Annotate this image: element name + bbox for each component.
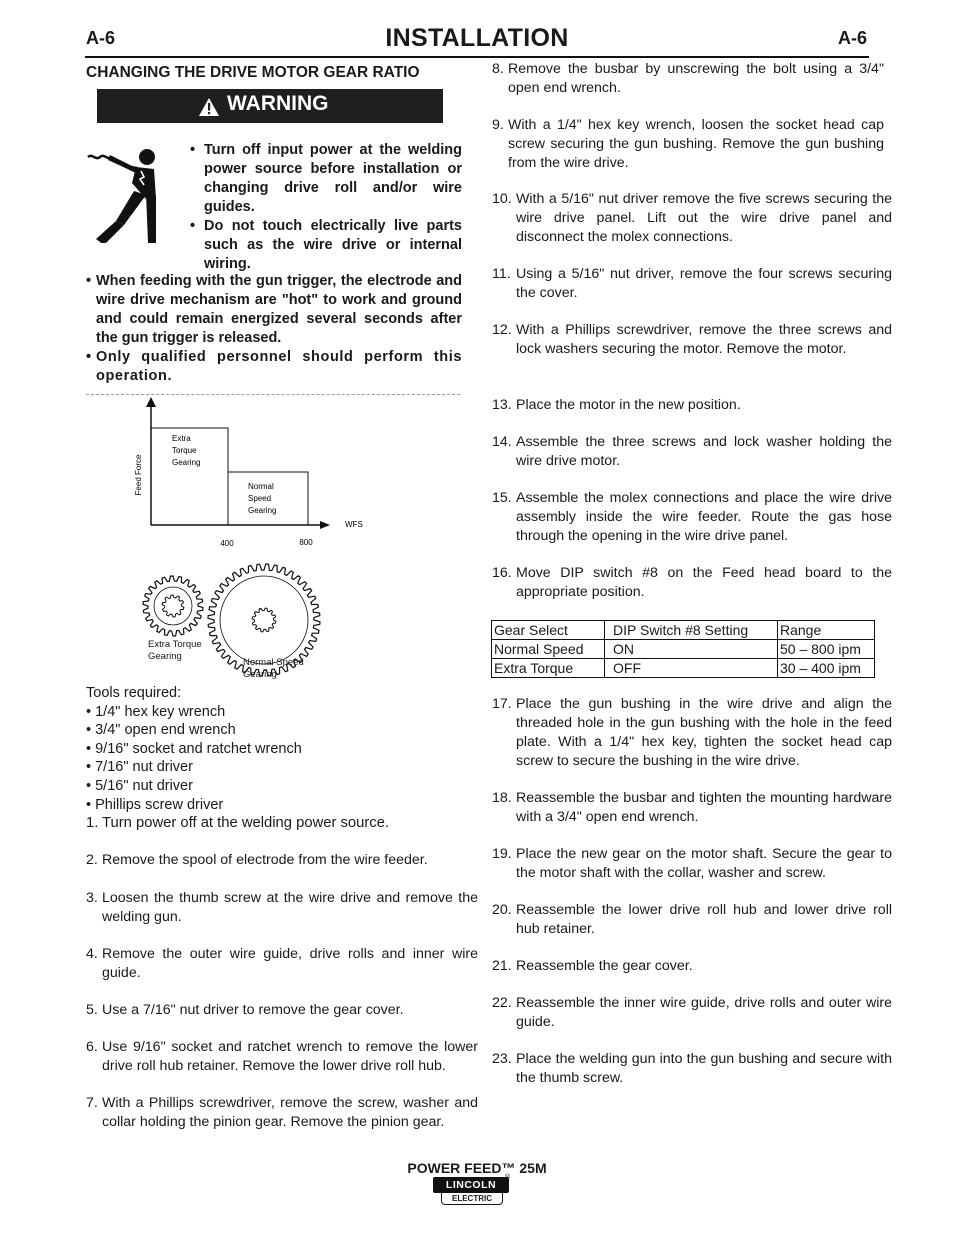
step-number: 7.	[86, 1095, 98, 1111]
step-item	[492, 845, 892, 883]
warning-bullet-text: Do not touch electrically live parts such as the wire drive or internal wiring.	[204, 218, 462, 272]
gear-hub	[252, 608, 276, 632]
step-text: Assemble the three screws and lock washer holding the wire drive motor.	[516, 434, 892, 469]
warning-bullet: • Turn off input power at the welding power source before installation or changing drive roll and/or wire guides.	[190, 142, 462, 215]
extra-torque-gear-icon	[143, 576, 203, 636]
step-text: Place the welding gun into the gun bushing and secure with the thumb screw.	[516, 1051, 892, 1086]
step-item	[492, 901, 892, 939]
tool-item: • Phillips screw driver	[86, 796, 224, 813]
warning-label: WARNING	[227, 92, 329, 115]
step-number: 16.	[492, 565, 512, 581]
step-text: Move DIP switch #8 on the Feed head board to the appropriate position.	[516, 565, 892, 600]
step-item	[492, 957, 892, 976]
region-label-line: Speed	[248, 494, 272, 503]
step-item	[492, 564, 892, 602]
step-number: 6.	[86, 1039, 98, 1055]
page-number-left: A-6	[86, 28, 116, 48]
step-text: Reassemble the busbar and tighten the mounting hardware with a 3/4" open end wrench.	[516, 790, 892, 825]
tool-item: • 5/16" nut driver	[86, 777, 193, 794]
warning-bullet-text: Only qualified personnel should perform this operation.	[96, 349, 462, 384]
step-number: 13.	[492, 397, 512, 413]
step-item	[492, 994, 892, 1032]
x-axis-arrow-icon	[320, 521, 330, 529]
step-text: Loosen the thumb screw at the wire drive and remove the welding gun.	[102, 890, 478, 925]
step-number: 10.	[492, 191, 512, 207]
logo-bottom: ELECTRIC	[441, 1192, 503, 1205]
tool-item: • 3/4" open end wrench	[86, 722, 236, 739]
step-item	[492, 789, 892, 827]
step-text: With a 5/16" nut driver remove the five screws securing the wire drive panel. Lift out the wire drive panel and disconnect the molex connections.	[516, 191, 892, 245]
step-item	[86, 814, 478, 833]
table-cell: Normal Speed	[492, 640, 605, 659]
table-header-cell: Range	[778, 621, 875, 640]
warning-bullets-icon	[190, 141, 462, 274]
step-text: Place the motor in the new position.	[516, 397, 741, 413]
warning-banner	[97, 89, 443, 123]
table-cell: 50 – 800 ipm	[778, 640, 875, 659]
electric-shock-icon	[86, 143, 166, 243]
step-number: 3.	[86, 890, 98, 906]
table-header-cell: DIP Switch #8 Setting	[605, 621, 778, 640]
warning-bullet-text: Turn off input power at the welding power source before installation or changing drive roll and/or wire guides.	[204, 142, 462, 215]
table-row	[492, 659, 875, 678]
logo-registered-mark: ®	[505, 1174, 511, 1181]
page-number-right: A-6	[838, 28, 868, 48]
step-text: Use 9/16" socket and ratchet wrench to remove the lower drive roll hub retainer. Remove the lower drive roll hub.	[102, 1039, 478, 1074]
step-item	[492, 489, 892, 546]
step-item	[492, 116, 884, 173]
logo-top: LINCOLN	[433, 1177, 509, 1193]
step-number: 23.	[492, 1051, 512, 1067]
step-text: Remove the busbar by unscrewing the bolt using a 3/4" open end wrench.	[508, 61, 884, 96]
step-number: 8.	[492, 61, 504, 77]
warning-bullet: • Do not touch electrically live parts such as the wire drive or internal wiring.	[190, 218, 462, 272]
extra-torque-gear-label: Extra Torque Gearing	[148, 639, 202, 662]
tools-heading: Tools required:	[86, 685, 182, 701]
step-item	[492, 190, 892, 247]
step-number: 18.	[492, 790, 512, 806]
step-item	[86, 1038, 478, 1076]
step-item	[86, 1001, 478, 1020]
warning-triangle-icon	[198, 97, 220, 117]
region-label-line: Torque	[172, 446, 197, 455]
step-number: 2.	[86, 852, 98, 868]
step-number: 1.	[86, 815, 99, 831]
header-rule	[85, 56, 869, 58]
step-item	[492, 1050, 892, 1088]
table-row	[492, 640, 875, 659]
step-number: 11.	[492, 266, 511, 282]
step-text: Assemble the molex connections and place the wire drive assembly inside the wire feeder. Route the gas hose through the opening in the wire drive panel.	[516, 490, 892, 544]
region-label-line: Gearing	[248, 506, 277, 515]
table-cell: 30 – 400 ipm	[778, 659, 875, 678]
step-text: With a 1/4" hex key wrench, loosen the socket head cap screw securing the gun bushing. Remove the gun bushing from the wire drive.	[508, 117, 884, 171]
step-number: 15.	[492, 490, 512, 506]
step-item	[492, 695, 892, 771]
tools-list	[86, 684, 466, 814]
step-text: Reassemble the inner wire guide, drive rolls and outer wire guide.	[516, 995, 892, 1030]
step-number: 5.	[86, 1002, 98, 1018]
footer-product: POWER FEED™ 25M	[407, 1160, 547, 1176]
table-header-cell: Gear Select	[492, 621, 605, 640]
region-label-line: Gearing	[172, 458, 201, 467]
step-number: 14.	[492, 434, 512, 450]
step-text: With a Phillips screwdriver, remove the screw, washer and collar holding the pinion gear. Remove the pinion gear.	[102, 1095, 478, 1130]
step-item	[492, 265, 892, 303]
step-text: Place the new gear on the motor shaft. Secure the gear to the motor shaft with the collar, washer and screw.	[516, 846, 892, 881]
gear-ratio-chart	[130, 395, 380, 555]
y-axis-label: Feed Force	[134, 454, 143, 496]
step-item	[86, 945, 478, 983]
step-number: 22.	[492, 995, 512, 1011]
lincoln-electric-logo	[433, 1174, 511, 1205]
dip-switch-table	[491, 620, 875, 678]
tool-item: • 7/16" nut driver	[86, 759, 193, 776]
step-number: 4.	[86, 946, 98, 962]
step-number: 17.	[492, 696, 512, 712]
step-text: Use a 7/16" nut driver to remove the gear cover.	[102, 1002, 404, 1018]
page-title: INSTALLATION	[385, 24, 569, 52]
step-text: Place the gun bushing in the wire drive and align the threaded hole in the gun bushing with the hole in the feed plate. With a 1/4" hex key, tighten the socket head cap screw to secure the bushing in the wire drive.	[516, 696, 892, 769]
step-text: Using a 5/16" nut driver, remove the four screws securing the cover.	[516, 266, 892, 301]
table-cell: Extra Torque	[492, 659, 605, 678]
normal-speed-gear-label: Normal Speed Gearing	[243, 657, 304, 680]
table-cell: OFF	[605, 659, 778, 678]
step-item	[86, 889, 478, 927]
table-cell: ON	[605, 640, 778, 659]
step-text: Remove the outer wire guide, drive rolls and inner wire guide.	[102, 946, 478, 981]
x-axis-label: WFS	[345, 520, 363, 529]
warning-bullets-full	[86, 272, 462, 386]
warning-bullet: • Only qualified personnel should perform this operation.	[86, 349, 462, 384]
step-number: 21.	[492, 958, 512, 974]
step-item	[492, 60, 884, 98]
normal-speed-label	[248, 482, 276, 515]
x-tick-label: 400	[220, 539, 234, 548]
step-text: With a Phillips screwdriver, remove the three screws and lock washers securing the motor. Remove the motor.	[516, 322, 892, 357]
step-text: Remove the spool of electrode from the wire feeder.	[102, 852, 428, 868]
step-text: Reassemble the lower drive roll hub and lower drive roll hub retainer.	[516, 902, 892, 937]
warning-bullet: • When feeding with the gun trigger, the electrode and wire drive mechanism are "hot" to work and ground and could remain energized several seconds after the gun trigger is released.	[86, 273, 462, 346]
section-title: CHANGING THE DRIVE MOTOR GEAR RATIO	[86, 64, 420, 81]
step-number: 19.	[492, 846, 512, 862]
region-label-line: Extra	[172, 434, 191, 443]
y-axis-arrow-icon	[146, 397, 156, 407]
warning-bullet-text: When feeding with the gun trigger, the electrode and wire drive mechanism are "hot" to work and ground and could remain energized several seconds after the gun trigger is released.	[96, 273, 462, 346]
step-text: Reassemble the gear cover.	[516, 958, 693, 974]
region-label-line: Normal	[248, 482, 274, 491]
table-header-row	[492, 621, 875, 640]
step-item	[492, 396, 892, 415]
step-item	[86, 851, 478, 870]
step-item	[492, 321, 892, 359]
extra-torque-label	[172, 434, 200, 467]
tool-item: • 9/16" socket and ratchet wrench	[86, 740, 302, 757]
tool-item: • 1/4" hex key wrench	[86, 703, 226, 720]
x-tick-label: 800	[299, 538, 313, 547]
step-number: 20.	[492, 902, 512, 918]
step-number: 12.	[492, 322, 512, 338]
step-item	[86, 1094, 478, 1132]
step-item	[492, 433, 892, 471]
step-text: Turn power off at the welding power source.	[102, 815, 390, 831]
step-number: 9.	[492, 117, 504, 133]
